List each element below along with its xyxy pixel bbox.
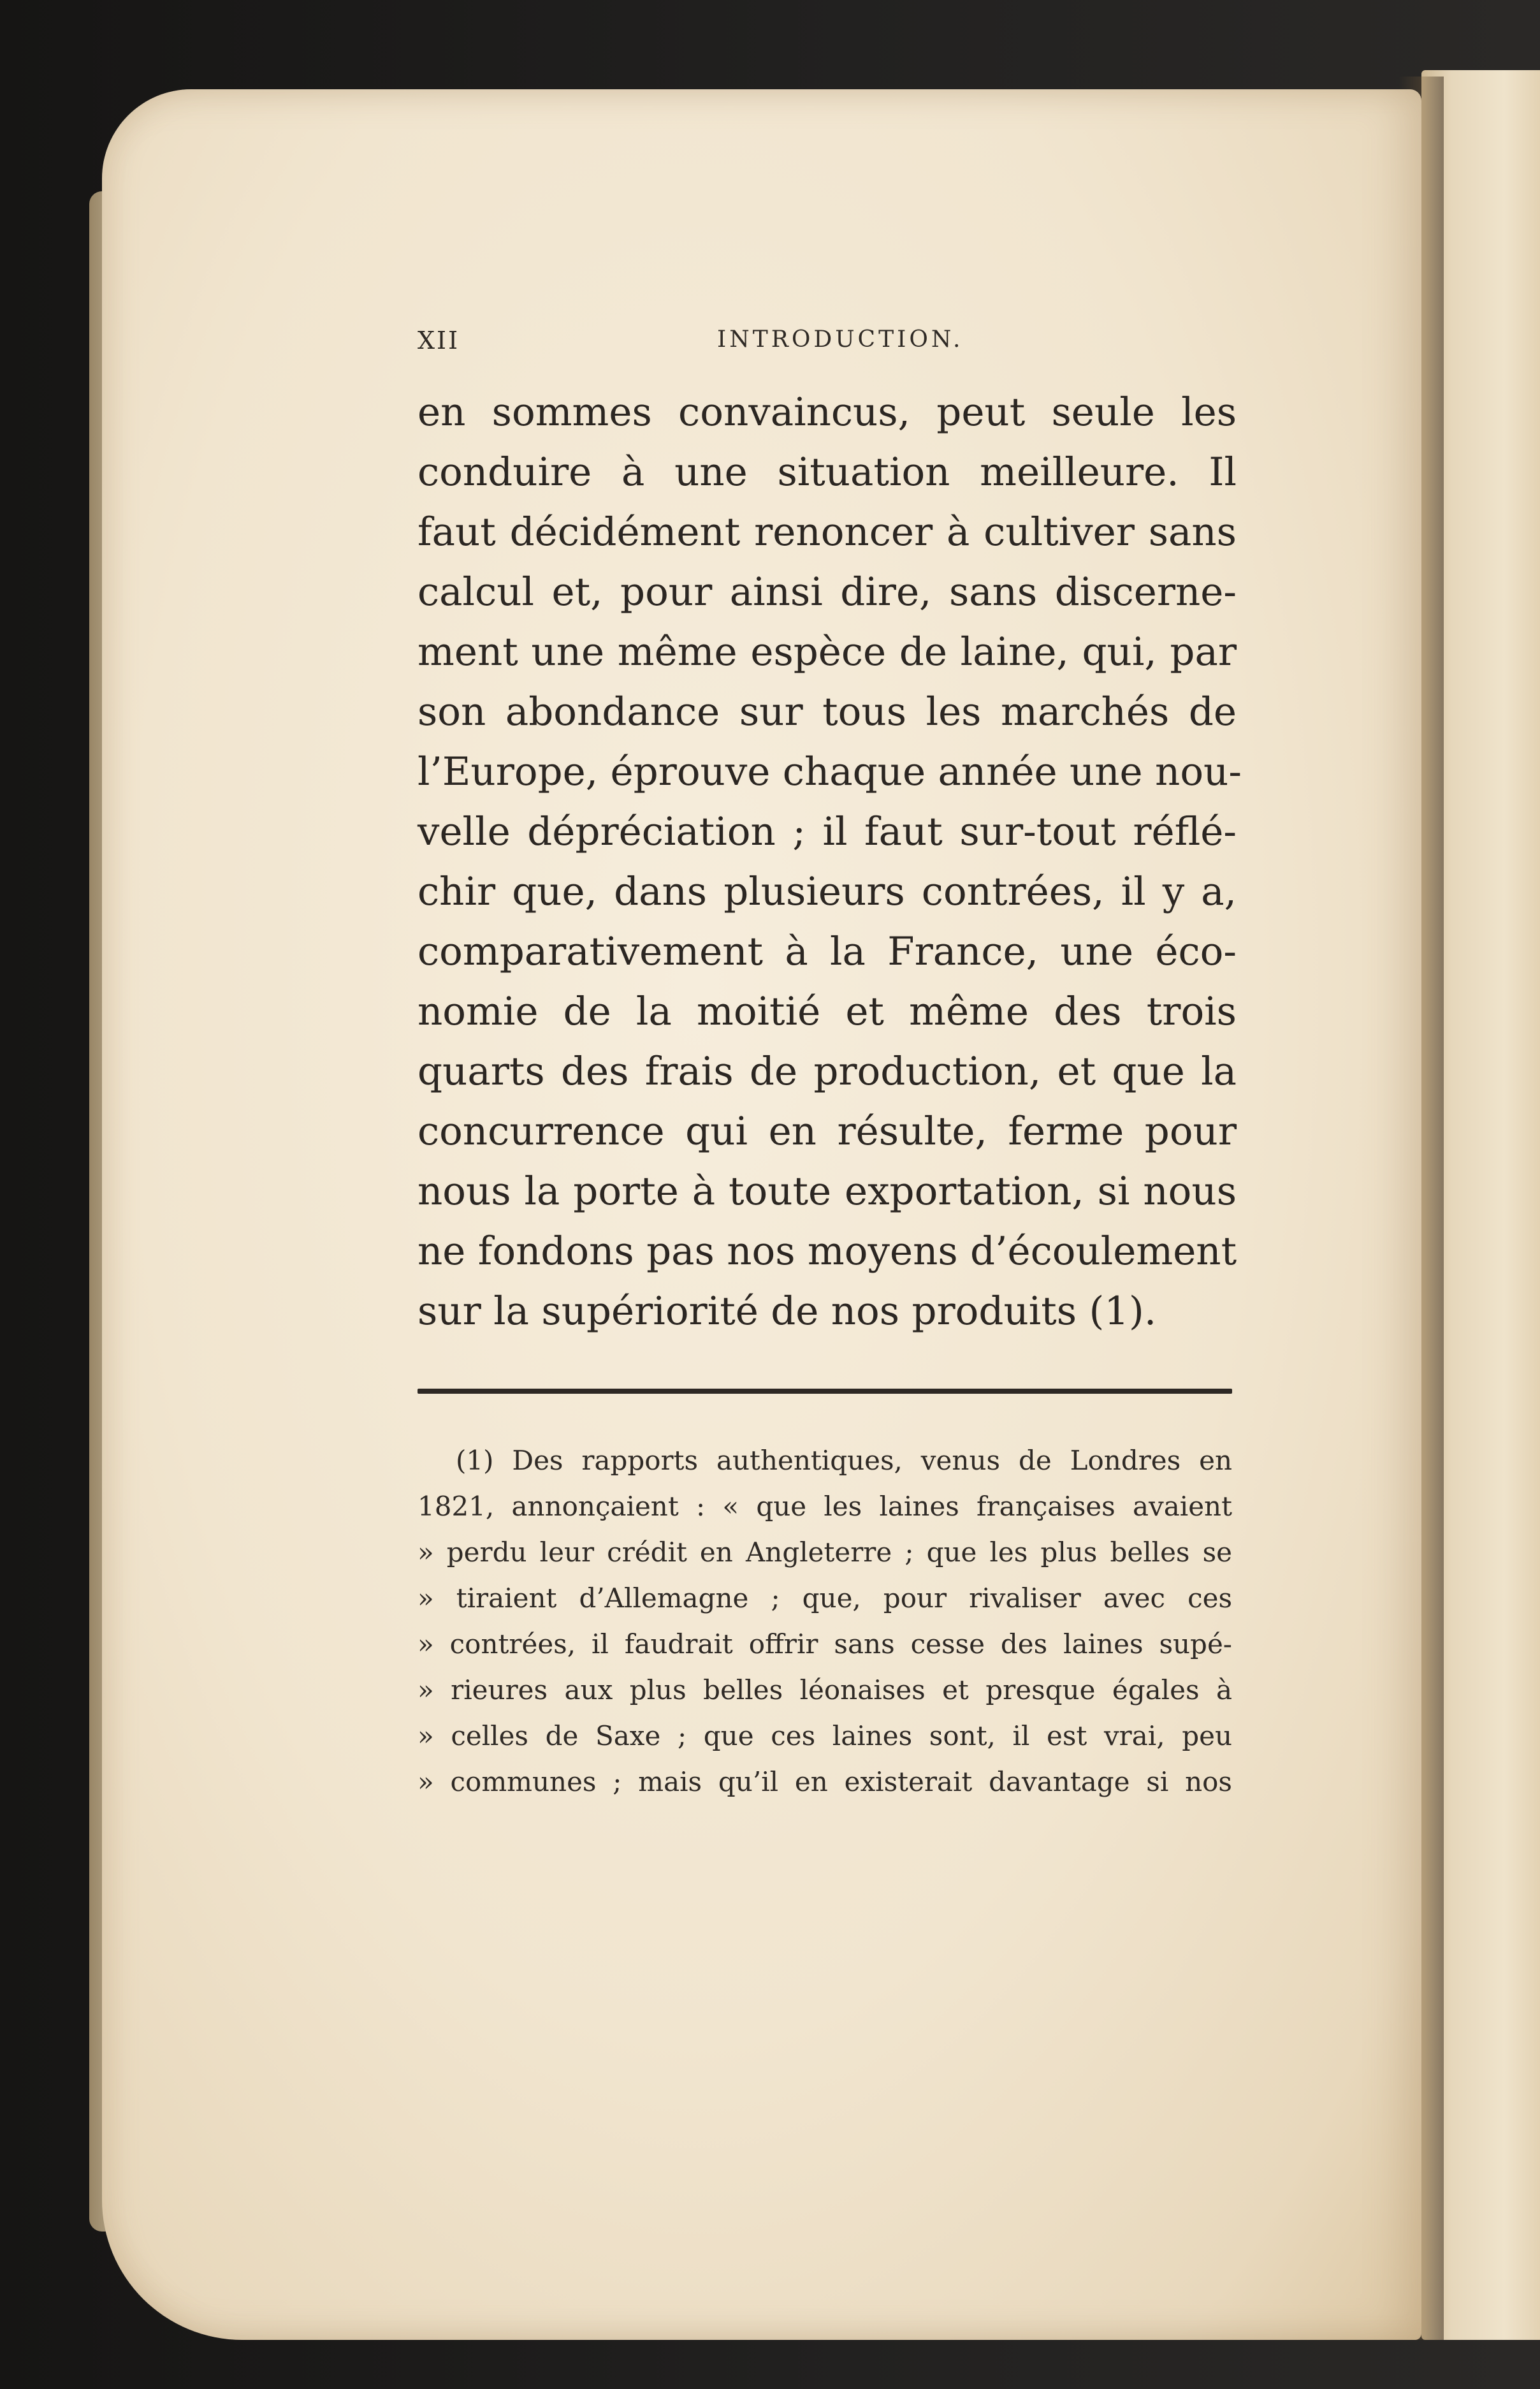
text-line: calcul et, pour ainsi dire, sans discerne- bbox=[418, 569, 1237, 615]
text-line: ment une même espèce de laine, qui, par bbox=[418, 629, 1237, 675]
footnote-line: 1821, annonçaient : « que les laines françaises avaient bbox=[418, 1491, 1232, 1522]
text-line: quarts des frais de production, et que la bbox=[418, 1049, 1237, 1094]
text-line: son abondance sur tous les marchés de bbox=[418, 689, 1237, 734]
page-number: XII bbox=[418, 326, 460, 354]
running-title: INTRODUCTION. bbox=[717, 326, 964, 353]
text-line: ne fondons pas nos moyens d’écoulement bbox=[418, 1229, 1237, 1274]
footnote-line: » tiraient d’Allemagne ; que, pour rivaliser avec ces bbox=[418, 1582, 1232, 1614]
text-line: velle dépréciation ; il faut sur-tout réflé- bbox=[418, 809, 1237, 854]
running-head bbox=[418, 326, 964, 365]
text-line: sur la supériorité de nos produits (1). bbox=[418, 1289, 1157, 1334]
footnote bbox=[418, 1438, 1232, 1805]
footnote-divider bbox=[418, 1389, 1232, 1394]
footnote-line: » communes ; mais qu’il en existerait davantage si nos bbox=[418, 1766, 1232, 1797]
text-line: nous la porte à toute exportation, si nous bbox=[418, 1169, 1237, 1214]
text-line: faut décidément renoncer à cultiver sans bbox=[418, 509, 1237, 555]
footnote-line: (1) Des rapports authentiques, venus de Londres en bbox=[456, 1445, 1232, 1476]
footnote-line: » celles de Saxe ; que ces laines sont, il est vrai, peu bbox=[418, 1720, 1232, 1751]
footnote-line: » rieures aux plus belles léonaises et presque égales à bbox=[418, 1674, 1232, 1706]
text-line: chir que, dans plusieurs contrées, il y a, bbox=[418, 869, 1237, 914]
text-line: comparativement à la France, une éco- bbox=[418, 929, 1237, 974]
text-line: nomie de la moitié et même des trois bbox=[418, 989, 1237, 1034]
text-line: conduire à une situation meilleure. Il bbox=[418, 449, 1237, 495]
footnote-line: » contrées, il faudrait offrir sans cesse des laines supé- bbox=[418, 1628, 1232, 1660]
footnote-line: » perdu leur crédit en Angleterre ; que les plus belles se bbox=[418, 1537, 1232, 1568]
text-line: en sommes convaincus, peut seule les bbox=[418, 390, 1237, 435]
text-line: concurrence qui en résulte, ferme pour bbox=[418, 1109, 1237, 1154]
text-line: l’Europe, éprouve chaque année une nou- bbox=[418, 749, 1242, 794]
main-text bbox=[418, 383, 1242, 1341]
